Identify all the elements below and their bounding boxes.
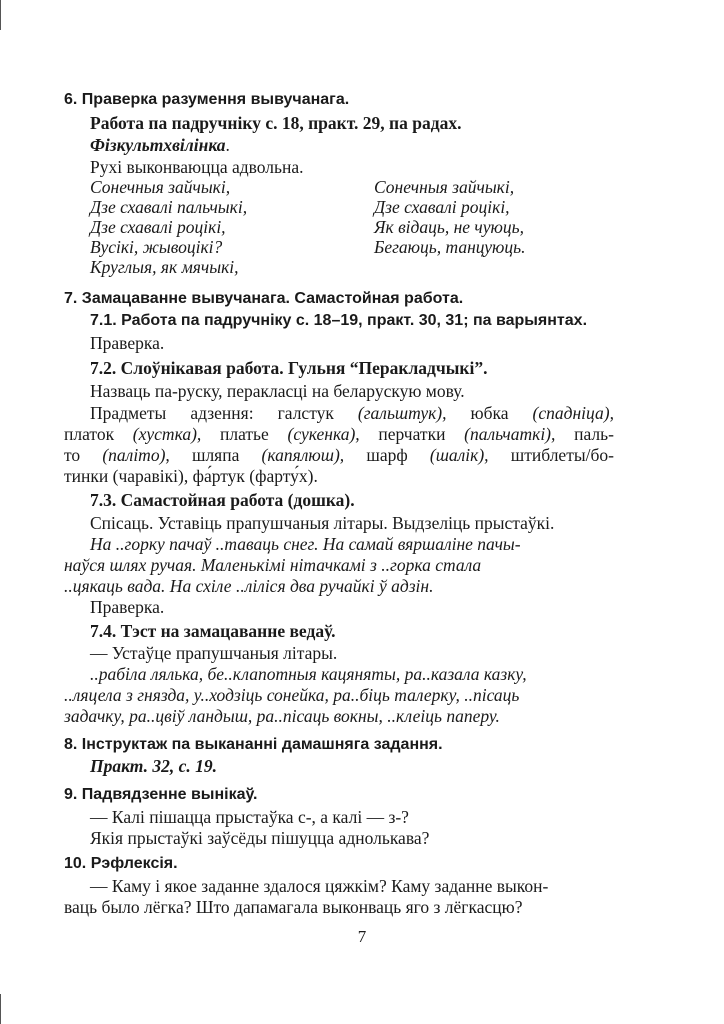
fizkult-intro: Рухі выконваюцца адвольна. xyxy=(90,157,304,177)
word: (хустка), xyxy=(132,424,202,444)
section-7-heading: 7. Замацаванне вывучанага. Самастойная работа. xyxy=(64,290,464,307)
word: (пальчаткі), xyxy=(464,424,556,444)
section-6-task: Работа па падручніку с. 18, практ. 29, па радах. xyxy=(90,113,462,133)
crop-mark-bottom xyxy=(0,994,1,1024)
section-8-task: Практ. 32, с. 19. xyxy=(90,756,217,776)
subsection-7-3-task: Спісаць. Уставіць прапушчаныя літары. Выдзеліць прыстаўкі. xyxy=(90,513,555,533)
section-10-line: ваць было лёгка? Што дапамагала выконваць яго з лёгкасцю? xyxy=(64,897,523,917)
section-9-line-2: Якія прыстаўкі заўсёды пішуцца аднолькава? xyxy=(90,828,430,848)
section-10-line: — Каму і якое заданне здалося цяжкім? Каму заданне выкон- xyxy=(90,876,549,896)
poem-right-line: Як відаць, не чуюць, xyxy=(374,217,524,237)
word: то xyxy=(64,445,81,465)
word: адзення: xyxy=(190,403,254,423)
word: шарф xyxy=(366,445,408,465)
fizkult-line xyxy=(90,135,230,155)
word: платье xyxy=(219,424,269,444)
poem-left-line: Круглыя, як мячыкі, xyxy=(90,257,239,277)
subsection-7-4: 7.4. Тэст на замацаванне ведаў. xyxy=(90,621,336,641)
vocab-line-2 xyxy=(64,424,614,444)
poem-left-line: Дзе схавалі пальчыкі, xyxy=(90,197,248,217)
word: юбка xyxy=(470,403,509,423)
section-9-line-1: — Калі пішацца прыстаўка с-, а калі — з-? xyxy=(90,807,409,827)
subsection-7-1: 7.1. Работа па падручніку с. 18–19, практ. 30, 31; па варыянтах. xyxy=(90,312,588,329)
subsection-7-4-task: — Устаўце прапушчаныя літары. xyxy=(90,643,338,663)
subsection-7-2-task: Назваць па-руску, перакласці на беларускую мову. xyxy=(90,381,465,401)
word: Прадметы xyxy=(90,403,167,423)
crop-mark-top xyxy=(0,0,1,30)
poem-right-line: Бегаюць, танцуюць. xyxy=(374,237,526,257)
poem-left-line: Вусікі, жывоцікі? xyxy=(90,237,223,257)
test-line: ..ляцела з гнязда, у..ходзіць сонейка, ра..біць талерку, ..пісаць xyxy=(64,685,520,705)
vocab-line-4: тинки (чаравікі), фа́ртук (фарту́х). xyxy=(64,466,318,486)
test-line: задачку, ра..цвіў ландыш, ра..пісаць вокны, ..клеіць паперу. xyxy=(64,706,500,726)
word: платок xyxy=(64,424,115,444)
vocab-line-3 xyxy=(64,445,614,465)
fizkult-title: Фізкультхвілінка xyxy=(90,135,226,155)
vocab-line-1 xyxy=(90,403,614,423)
poem-right-line: Сонечныя зайчыкі, xyxy=(374,177,515,197)
word: (спадніца), xyxy=(532,403,614,423)
word: (шалік), xyxy=(429,445,489,465)
word: (капялюш), xyxy=(261,445,345,465)
subsection-7-3-check: Праверка. xyxy=(90,597,165,617)
dictation-line: ..цякаць вада. На схіле ..ліліся два ручайкі ў адзін. xyxy=(64,576,434,596)
section-9-heading: 9. Падвядзенне вынікаў. xyxy=(64,786,258,803)
test-line: ..рабіла лялька, бе..клапотныя кацяняты, ра..казала казку, xyxy=(90,664,527,684)
word: паль- xyxy=(574,424,614,444)
poem-left-line: Сонечныя зайчыкі, xyxy=(90,177,231,197)
subsection-7-3: 7.3. Самастойная работа (дошка). xyxy=(90,490,355,510)
word: шляпа xyxy=(191,445,240,465)
section-6-heading: 6. Праверка разумення вывучанага. xyxy=(64,91,350,108)
page-number: 7 xyxy=(357,927,367,946)
word: штиблеты/бо- xyxy=(510,445,614,465)
word: (паліто), xyxy=(102,445,170,465)
subsection-7-1-check: Праверка. xyxy=(90,333,165,353)
dictation-line: наўся шлях ручая. Маленькімі нітачкамі з ..горка стала xyxy=(64,555,482,575)
word: (сукенка), xyxy=(287,424,360,444)
fizkult-dot: . xyxy=(225,135,230,155)
word: (гальштук), xyxy=(357,403,447,423)
subsection-7-2: 7.2. Слоўнікавая работа. Гульня “Перакладчыкі”. xyxy=(90,358,488,378)
poem-left-line: Дзе схавалі роцікі, xyxy=(90,217,226,237)
word: галстук xyxy=(277,403,334,423)
section-8-heading: 8. Інструктаж па выкананні дамашняга задання. xyxy=(64,736,443,753)
poem-right-line: Дзе схавалі роцікі, xyxy=(374,197,510,217)
dictation-line: На ..горку пачаў ..таваць снег. На самай вяршаліне пачы- xyxy=(90,534,521,554)
word: перчатки xyxy=(378,424,446,444)
section-10-heading: 10. Рэфлексія. xyxy=(64,855,178,872)
